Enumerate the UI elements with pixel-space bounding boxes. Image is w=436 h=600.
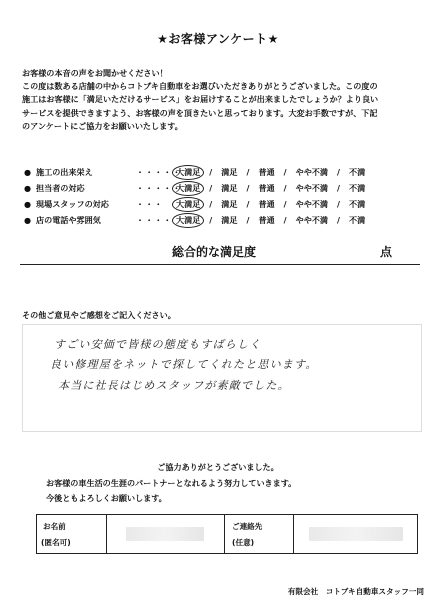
bullet-icon: ●	[24, 199, 32, 209]
rating-row	[24, 165, 424, 179]
option-separator: /	[209, 183, 213, 193]
handwritten-comment-line: 本当に社長はじめスタッフが素敵でした。	[58, 379, 290, 392]
rating-option-selected[interactable]: 大満足	[172, 197, 204, 212]
closing-line: お客様の車生活の生涯のパートナーとなれるよう努力していきます。	[46, 478, 297, 488]
intro-line: 施工はお客様に「満足いただけるサービス」をお届けすることが出来ましたでしょうか？より良い	[22, 94, 379, 105]
contact-field	[293, 515, 417, 553]
option-separator: /	[209, 167, 213, 177]
option-separator: /	[283, 215, 287, 225]
company-footer: 有限会社 コトブキ自動車スタッフ一同	[287, 587, 424, 596]
redacted-name	[126, 527, 204, 541]
overall-satisfaction-label: 総合的な満足度	[172, 245, 257, 259]
rating-dots: ・・・	[136, 198, 164, 209]
option-separator: /	[283, 167, 287, 177]
bullet-icon: ●	[24, 183, 32, 193]
rating-option[interactable]: 普通	[258, 214, 275, 225]
page-title: ★お客様アンケート★	[157, 32, 279, 46]
rating-label: 施工の出来栄え	[36, 166, 93, 177]
intro-text	[22, 67, 418, 133]
rating-option[interactable]: やや不満	[295, 214, 328, 225]
bullet-icon: ●	[24, 215, 32, 225]
rating-option[interactable]: やや不満	[295, 198, 328, 209]
rating-label: 店の電話や雰囲気	[36, 214, 101, 225]
rating-options	[174, 197, 367, 212]
rating-option[interactable]: 不満	[348, 214, 366, 225]
rating-row	[24, 181, 424, 195]
rating-option-selected[interactable]: 大満足	[172, 165, 204, 180]
contact-box	[36, 514, 418, 554]
contact-note: (任意)	[232, 538, 255, 547]
name-field	[106, 515, 225, 553]
rating-options	[174, 181, 367, 196]
rating-option[interactable]: 満足	[221, 198, 238, 209]
rating-option[interactable]: 普通	[258, 166, 275, 177]
rating-label: 担当者の対応	[36, 182, 85, 193]
rating-option-selected[interactable]: 大満足	[172, 213, 204, 228]
rating-options	[174, 165, 367, 180]
intro-line: この度は数ある店舗の中からコトブキ自動車をお選びいただきありがとうございました。この度の	[22, 81, 378, 92]
option-separator: /	[246, 215, 250, 225]
rating-row	[24, 197, 424, 211]
option-separator: /	[283, 199, 287, 209]
option-separator: /	[337, 199, 340, 209]
rating-dots: ・・・・・	[136, 182, 182, 193]
handwritten-comment-line: すごい安価で皆様の態度もすばらしく	[54, 338, 262, 351]
intro-line: サービスを提供できますよう、お客様の声を頂きたいと思っております。大変お手数ですが、下記	[22, 107, 378, 118]
option-separator: /	[209, 215, 213, 225]
option-separator: /	[209, 199, 213, 209]
comment-prompt: その他ご意見やご感想をご記入ください。	[22, 310, 176, 320]
overall-points-unit: 点	[380, 245, 393, 259]
option-separator: /	[337, 215, 340, 225]
rating-option-selected[interactable]: 大満足	[172, 181, 204, 196]
closing-line: 今後ともよろしくお願いします。	[46, 493, 167, 503]
rating-option[interactable]: 満足	[221, 214, 238, 225]
option-separator: /	[337, 183, 340, 193]
contact-label: ご連絡先	[232, 522, 263, 531]
rating-label: 現場スタッフの対応	[36, 198, 109, 209]
option-separator: /	[246, 199, 250, 209]
contact-label-cell	[224, 515, 294, 553]
intro-line: のアンケートにご協力をお願いいたします。	[22, 120, 183, 131]
rating-option[interactable]: 満足	[221, 166, 238, 177]
name-label-cell	[37, 515, 107, 553]
option-separator: /	[246, 183, 250, 193]
thanks-message: ご協力ありがとうございました。	[157, 462, 279, 472]
rating-option[interactable]: 普通	[258, 198, 275, 209]
name-label: お名前	[43, 522, 66, 531]
rating-option[interactable]: 不満	[348, 166, 366, 177]
option-separator: /	[283, 183, 287, 193]
redacted-contact	[309, 527, 403, 541]
overall-score-line	[20, 264, 420, 265]
rating-option[interactable]: 不満	[348, 198, 366, 209]
rating-option[interactable]: 普通	[258, 182, 275, 193]
rating-option[interactable]: やや不満	[295, 166, 328, 177]
rating-row	[24, 213, 424, 227]
intro-line: お客様の本音の声をお聞かせください！	[22, 68, 168, 78]
option-separator: /	[246, 167, 250, 177]
option-separator: /	[337, 167, 340, 177]
bullet-icon: ●	[24, 167, 32, 177]
rating-options	[174, 213, 367, 228]
name-note: (匿名可)	[41, 538, 71, 547]
rating-dots: ・・・・・	[136, 166, 182, 177]
handwritten-comment-line: 良い修理屋をネットで探してくれたと思います。	[50, 358, 318, 371]
rating-option[interactable]: 不満	[348, 182, 366, 193]
rating-dots: ・・・・	[136, 214, 173, 225]
rating-option[interactable]: やや不満	[295, 182, 328, 193]
rating-option[interactable]: 満足	[221, 182, 238, 193]
